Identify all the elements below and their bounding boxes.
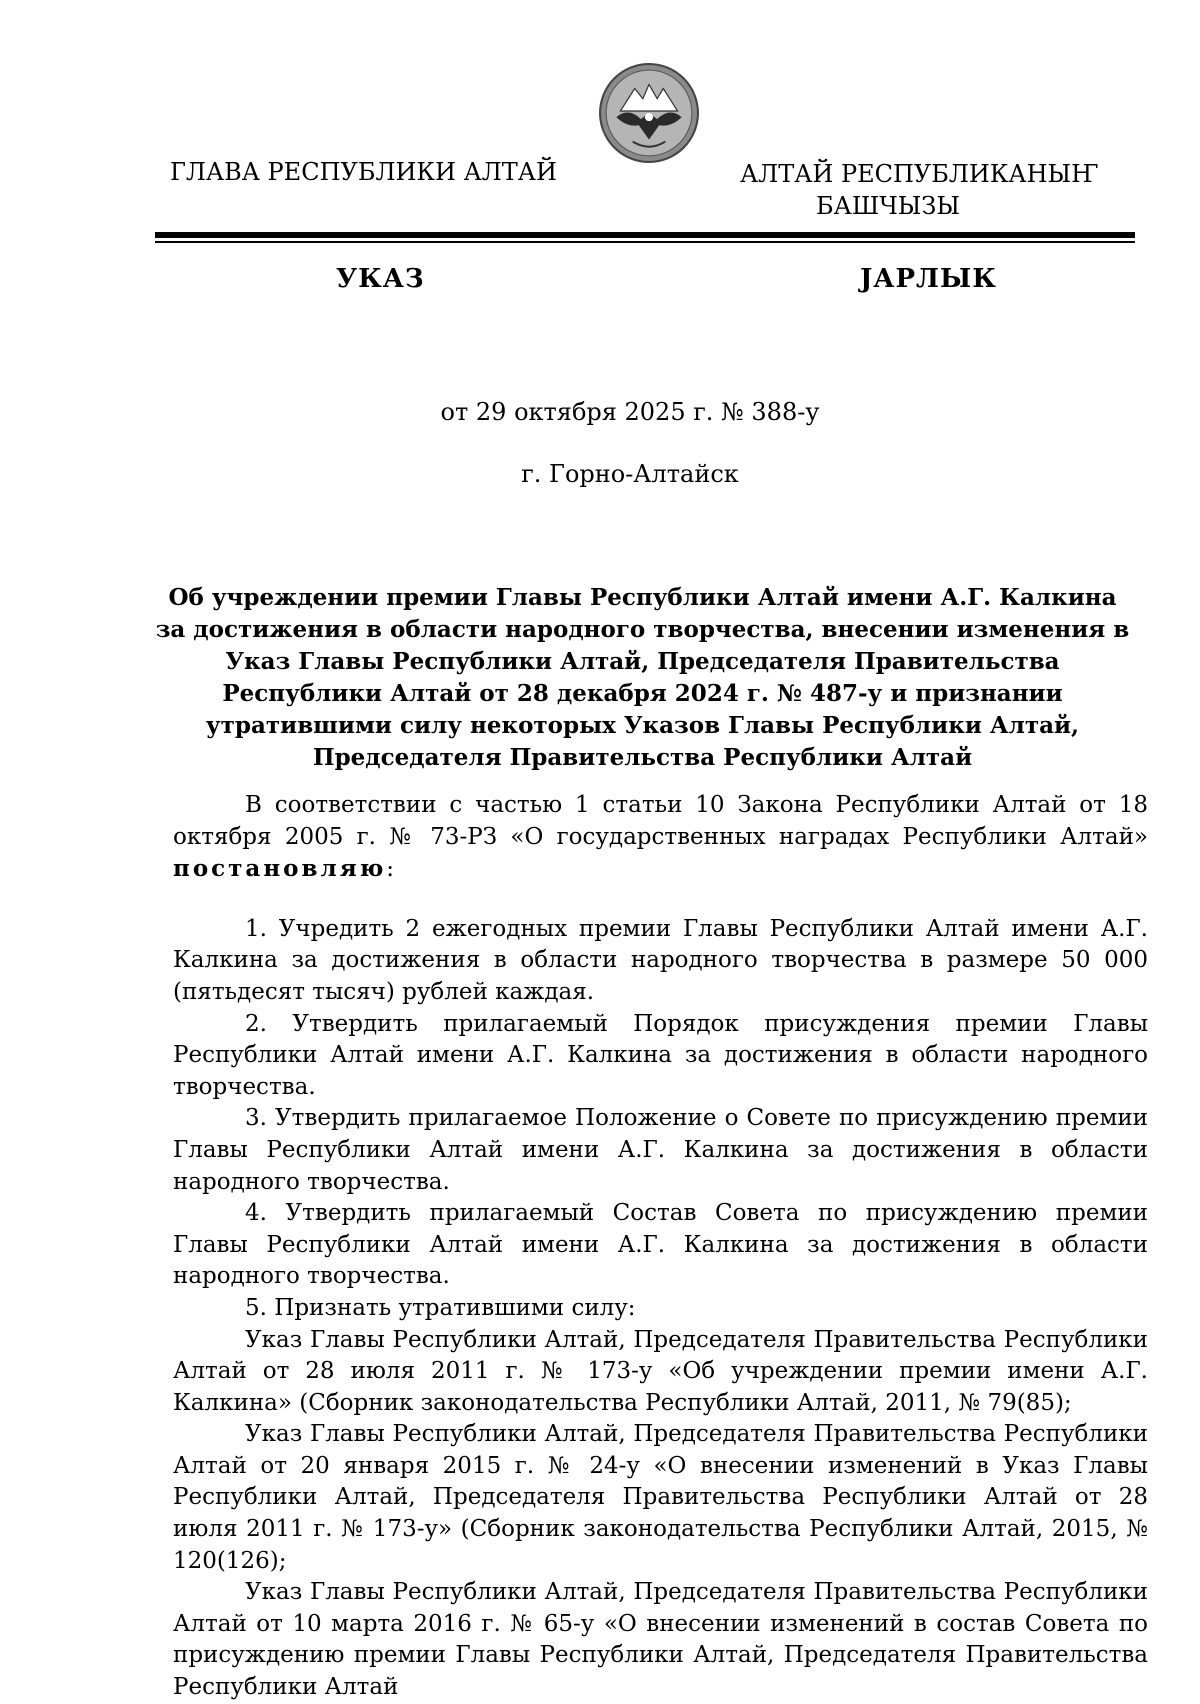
decree-city: г. Горно-Алтайск [521,460,739,488]
decree-body [173,790,1148,1704]
org-name-altai [740,158,1140,222]
header-rule-thick [155,232,1135,238]
repealed-decree-1: Указ Главы Республики Алтай, Председателя Правительства Республики Алтай от 28 июля 2011 г. № 173-у «Об учреждении премии имени А.Г. Калкина» (Сборник законодательства Республики Алтай, 2011, № 79(85); [173,1326,1148,1416]
header-rule-thin [155,241,1135,243]
doc-type-altai: ЈАРЛЫК [860,264,997,294]
repealed-decree-3: Указ Главы Республики Алтай, Председателя Правительства Республики Алтай от 10 марта 2016 г. № 65-у «О внесении изменений в состав Совета по присуждению премии Главы Республики Алтай, Председателя Правительства Республики Алтай [173,1579,1148,1701]
doc-type-russian: УКАЗ [336,264,425,294]
org-name-russian: ГЛАВА РЕСПУБЛИКИ АЛТАЙ [170,158,557,186]
coat-of-arms-emblem-icon [598,62,700,164]
decree-preamble [173,790,1148,886]
org-name-altai-line1: АЛТАЙ РЕСПУБЛИКАНЫҤ [740,160,1099,188]
org-name-altai-line2: БАШЧЫЗЫ [816,192,960,220]
decree-word: постановляю [173,855,387,883]
decree-item-5: 5. Признать утратившими силу: [245,1294,636,1321]
decree-item-4: 4. Утвердить прилагаемый Состав Совета по присуждению премии Главы Республики Алтай имени А.Г. Калкина за достижения в области народного творчества. [173,1200,1148,1290]
decree-item-3: 3. Утвердить прилагаемое Положение о Совете по присуждению премии Главы Республики Алтай имени А.Г. Калкина за достижения в области народного творчества. [173,1105,1148,1195]
preamble-colon: : [386,856,395,883]
repealed-decree-2: Указ Главы Республики Алтай, Председателя Правительства Республики Алтай от 20 января 2015 г. № 24-у «О внесении изменений в Указ Главы Республики Алтай, Председателя Правительства Республики Алтай от 28 июля 2011 г. № 173-у» (Сборник законодательства Республики Алтай, 2015, № 120(126); [173,1421,1148,1574]
preamble-text: В соответствии с частью 1 статьи 10 Закона Республики Алтай от 18 октября 2005 г. № 73-РЗ «О государственных наградах Республики Алтай» [173,792,1148,850]
decree-title: Об учреждении премии Главы Республики Алтай имени А.Г. Калкина за достижения в области народного творчества, внесении изменения в Указ Главы Республики Алтай, Председателя Правительства Республики Алтай от 28 декабря 2024 г. № 487-у и признании утратившими силу некоторых Указов Главы Республики Алтай, Председателя Правительства Республики Алтай [155,584,1130,771]
decree-item-2: 2. Утвердить прилагаемый Порядок присуждения премии Главы Республики Алтай имени А.Г. Калкина за достижения в области народного творчества. [173,1010,1148,1100]
decree-item-1: 1. Учредить 2 ежегодных премии Главы Республики Алтай имени А.Г. Калкина за достижения в области народного творчества в размере 50 000 (пятьдесят тысяч) рублей каждая. [173,915,1148,1005]
decree-date-number: от 29 октября 2025 г. № 388-у [440,398,820,426]
